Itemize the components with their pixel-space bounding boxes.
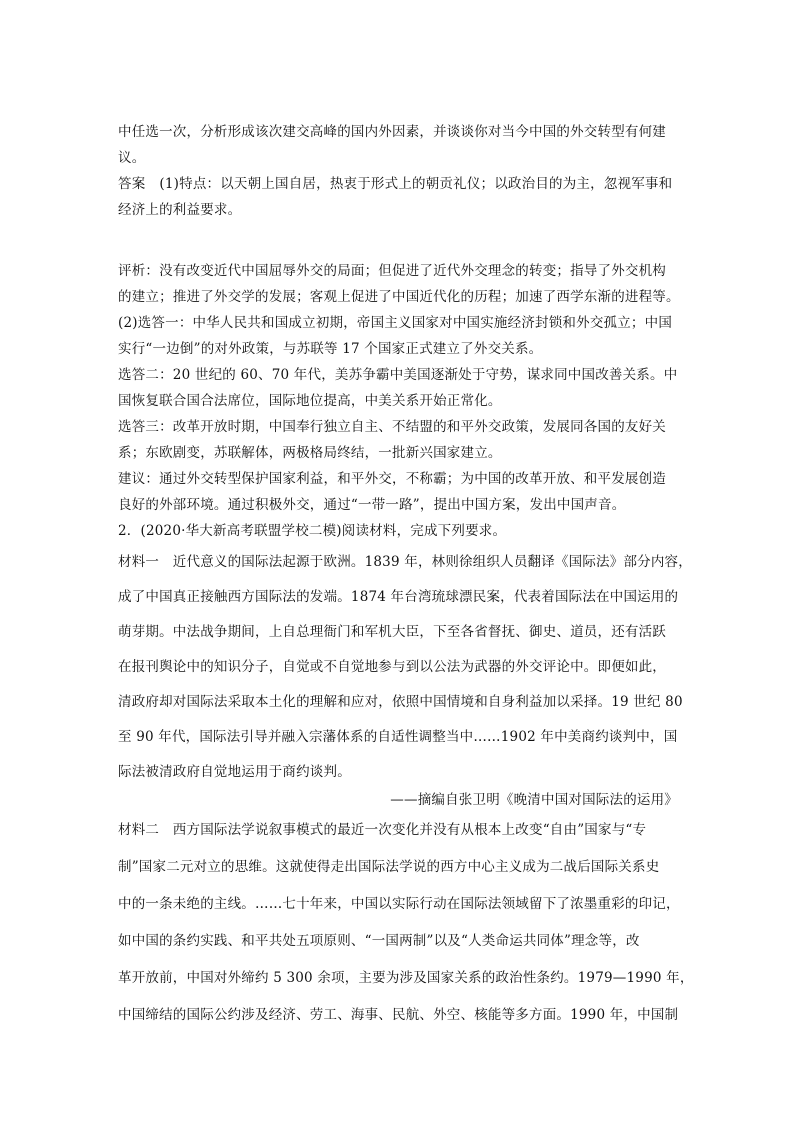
material1-line-5: 清政府却对国际法采取本土化的理解和应对，依照中国情境和自身利益加以采择。19 世纪 80: [118, 694, 683, 710]
material1-line-3: 萌芽期。中法战争期间，上自总理衙门和军机大臣，下至各省督抚、御史、道员，还有活跃: [118, 624, 666, 640]
q1-line-2: 议。: [118, 150, 146, 166]
material2-line-2: 制”国家二元对立的思维。这就使得走出国际法学说的西方中心主义成为二战后国际关系史: [118, 859, 660, 875]
material2-line-4: 如中国的条约实践、和平共处五项原则、“一国两制”以及“人类命运共同体”理念等，改: [118, 933, 640, 949]
comment-line-4: 实行“一边倒”的对外政策，与苏联等 17 个国家正式建立了外交关系。: [118, 341, 543, 357]
material2-line-5: 革开放前，中国对外缔约 5 300 余项，主要为涉及国家关系的政治性条约。1979—1990 年，: [118, 970, 694, 986]
comment-line-10: 良好的外部环境。通过积极外交，通过“一带一路”，提出中国方案，发出中国声音。: [118, 497, 626, 513]
comment-line-7: 选答三：改革开放时期，中国奉行独立自主、不结盟的和平外交政策，发展同各国的友好关: [118, 419, 666, 435]
material1-line-4: 在报刊舆论中的知识分子，自觉或不自觉地参与到以公法为武器的外交评论中。即便如此，: [118, 659, 666, 675]
comment-line-8: 系；东欧剧变，苏联解体，两极格局终结，一批新兴国家建立。: [118, 445, 502, 461]
comment-line-1: 评析：没有改变近代中国屈辱外交的局面；但促进了近代外交理念的转变；指导了外交机构: [118, 263, 666, 279]
material2-line-3: 中的一条未绝的主线。……七十年来，中国以实际行动在国际法领域留下了浓墨重彩的印记，: [118, 896, 680, 912]
material1-line-1: 材料一 近代意义的国际法起源于欧洲。1839 年，林则徐组织人员翻译《国际法》部分内容，: [118, 554, 692, 570]
material2-line-1: 材料二 西方国际法学说叙事模式的最近一次变化并没有从根本上改变“自由”国家与“专: [118, 822, 647, 838]
answer-label: 答案: [118, 176, 146, 192]
material1-line-2: 成了中国真正接触西方国际法的发端。1874 年台湾琉球漂民案，代表着国际法在中国运用的: [118, 589, 679, 605]
comment-line-6: 国恢复联合国合法席位，国际地位提高，中美关系开始正常化。: [118, 393, 502, 409]
answer-line-2: 经济上的利益要求。: [118, 202, 242, 218]
material1-line-7: 际法被清政府自觉地运用于商约谈判。: [118, 764, 351, 780]
comment-line-2: 的建立；推进了外交学的发展；客观上促进了中国近代化的历程；加速了西学东渐的进程等。: [118, 289, 680, 305]
comment-line-3: (2)选答一：中华人民共和国成立初期，帝国主义国家对中国实施经济封锁和外交孤立；中国: [118, 315, 673, 331]
answer-line-1: [118, 171, 678, 197]
comment-line-9: 建议：通过外交转型保护国家利益，和平外交，不称霸；为中国的改革开放、和平发展创造: [118, 471, 666, 487]
q1-line-1: 中任选一次，分析形成该次建交高峰的国内外因素，并谈谈你对当今中国的外交转型有何建: [118, 124, 666, 140]
q2-title: 2．(2020·华大新高考联盟学校二模)阅读材料，完成下列要求。: [118, 523, 507, 539]
material1-line-6: 至 90 年代，国际法引导并融入宗藩体系的自适性调整当中……1902 年中美商约谈判中，国: [118, 729, 678, 745]
material2-line-6: 中国缔结的国际公约涉及经济、劳工、海事、民航、外空、核能等多方面。1990 年，中国制: [118, 1007, 679, 1023]
material1-source: ——摘编自张卫明《晚清中国对国际法的运用》: [390, 792, 678, 808]
answer-text-1: (1)特点：以天朝上国自居，热衷于形式上的朝贡礼仪；以政治目的为主，忽视军事和: [159, 176, 673, 192]
comment-line-5: 选答二：20 世纪的 60、70 年代，美苏争霸中美国逐渐处于守势，谋求同中国改善关系。中: [118, 367, 678, 383]
